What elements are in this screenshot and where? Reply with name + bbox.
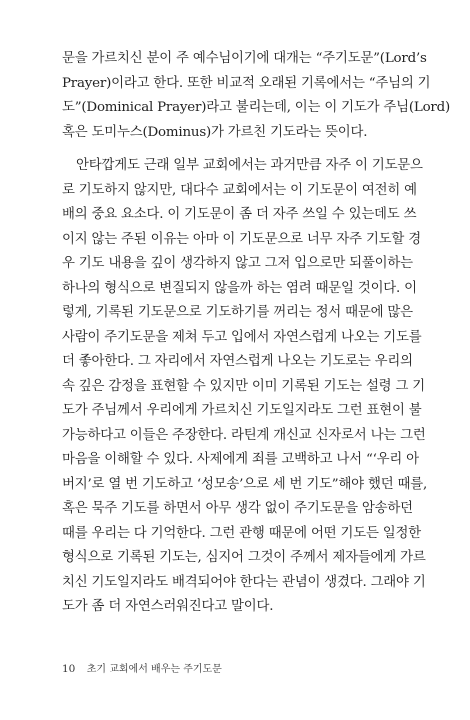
text-line: 마음을 이해할 수 있다. 사제에게 죄를 고백하고 나서 “‘우리 아 <box>62 452 419 467</box>
text-line: 로 기도하지 않지만, 대다수 교회에서는 이 기도문이 여전히 예 <box>62 182 417 198</box>
text-line: 치신 기도일지라도 배격되어야 한다는 관념이 생겼다. 그래야 기 <box>62 574 426 590</box>
text-line: Prayer)이라고 한다. 또한 비교적 오래된 기록에서는 “주님의 기 <box>62 75 431 91</box>
text-line: 형식으로 기록된 기도는, 심지어 그것이 주께서 제자들에게 가르 <box>62 550 426 565</box>
text-line: 배의 중요 요소다. 이 기도문이 좀 더 자주 쓰일 수 있는데도 쓰 <box>62 207 417 222</box>
running-title: 초기 교회에서 배우는 주기도문 <box>86 664 222 675</box>
text-line: 도가 좀 더 자연스러워진다고 말이다. <box>62 599 274 614</box>
text-line: 때를 우리는 다 기억한다. 그런 관행 때문에 어떤 기도든 일정한 <box>62 525 421 541</box>
text-line: 하나의 형식으로 변질되지 않을까 하는 염려 때문일 것이다. 이 <box>62 280 417 296</box>
page-number: 10 <box>62 663 76 675</box>
text-line: 도”(Dominical Prayer)라고 불리는데, 이는 이 기도가 주님(Lord) <box>62 100 451 115</box>
text-line: 속 깊은 감정을 표현할 수 있지만 이미 기록된 기도는 설령 그 기 <box>62 378 426 394</box>
text-line: 혹은 도미누스(Dominus)가 가르친 기도라는 뜻이다. <box>62 124 368 140</box>
text-line: 문을 가르치신 분이 주 예수님이기에 대개는 “주기도문”(Lord’s <box>62 51 427 66</box>
text-line: 가능하다고 이들은 주장한다. 라틴계 개신교 신자로서 나는 그런 <box>62 427 426 443</box>
page-footer <box>62 662 222 677</box>
text-line: 혹은 묵주 기도를 하면서 아무 생각 없이 주기도문을 암송하던 <box>62 501 413 516</box>
text-line: 버지’로 열 번 기도하고 ‘성모송’으로 세 번 기도”해야 했던 때를, <box>62 476 428 492</box>
text-line: 이지 않는 주된 이유는 아마 이 기도문으로 너무 자주 기도할 경 <box>62 231 421 247</box>
text-line: 우 기도 내용을 깊이 생각하지 않고 그저 입으로만 되풀이하는 <box>62 256 413 271</box>
text-line: 사람이 주기도문을 제쳐 두고 입에서 자연스럽게 나오는 기도를 <box>62 329 422 345</box>
text-line: 렇게, 기록된 기도문으로 기도하기를 꺼리는 정서 때문에 많은 <box>62 305 413 320</box>
text-line: 도가 주님께서 우리에게 가르치신 기도일지라도 그런 표현이 불 <box>62 403 422 418</box>
text-line: 더 좋아한다. 그 자리에서 자연스럽게 나오는 기도로는 우리의 <box>62 354 413 369</box>
text-line: 안타깝게도 근래 일부 교회에서는 과거만큼 자주 이 기도문으 <box>76 158 423 173</box>
